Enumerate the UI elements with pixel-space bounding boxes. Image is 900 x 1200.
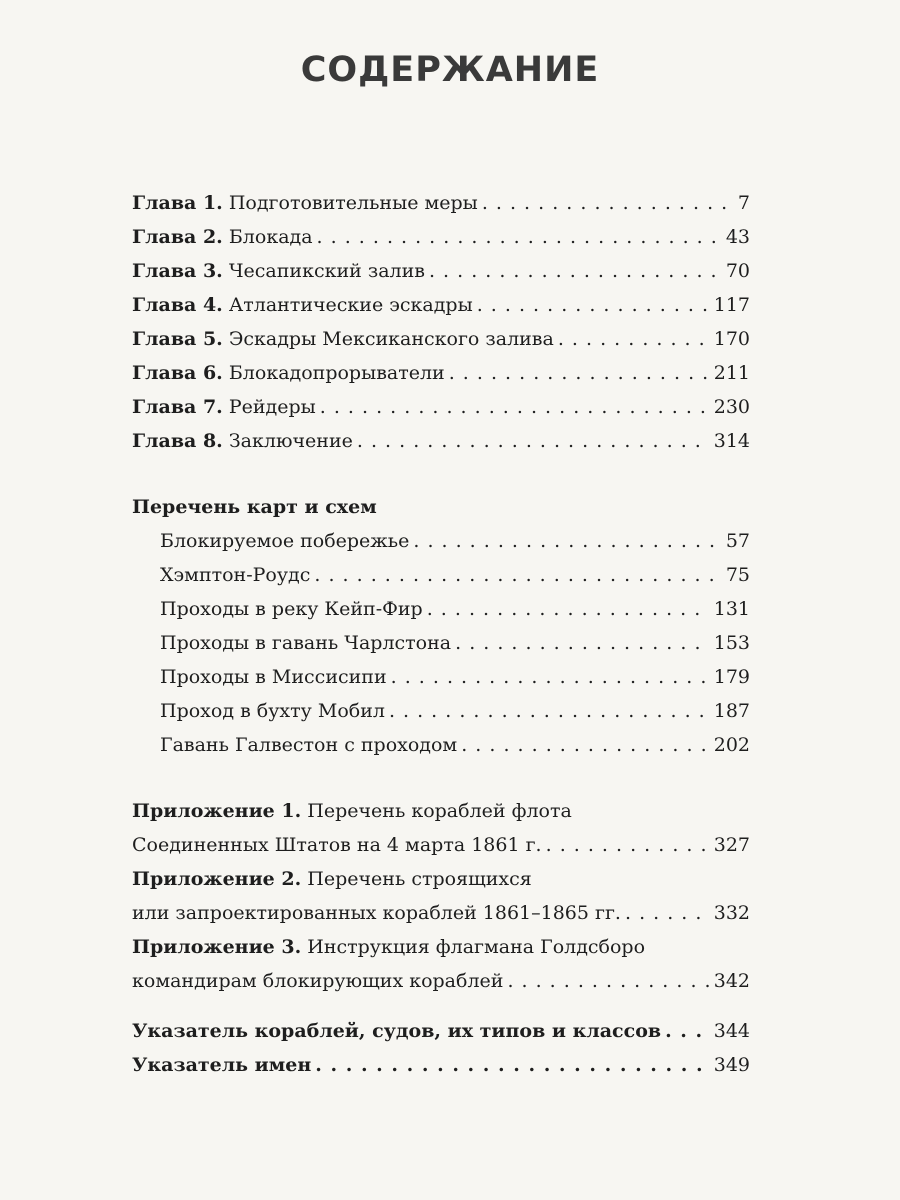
page-number: 7 bbox=[737, 192, 750, 214]
dot-leader bbox=[665, 1014, 710, 1048]
toc-chapter-2 bbox=[132, 220, 750, 254]
page-number: 344 bbox=[713, 1020, 750, 1042]
appendix-title-line1: Перечень строящихся bbox=[307, 868, 532, 890]
toc-chapter-6 bbox=[132, 356, 750, 390]
dot-leader bbox=[314, 558, 721, 592]
dot-leader bbox=[546, 828, 710, 862]
dot-leader bbox=[389, 694, 710, 728]
toc-map-item bbox=[132, 660, 750, 694]
toc-map-item bbox=[132, 592, 750, 626]
chapter-title: Блокада bbox=[228, 226, 313, 248]
chapter-title: Рейдеры bbox=[228, 396, 316, 418]
page-number: 57 bbox=[725, 530, 750, 552]
dot-leader bbox=[357, 424, 710, 458]
chapter-number: Глава 3. bbox=[132, 260, 223, 282]
toc-map-item bbox=[132, 694, 750, 728]
appendix-title-line2: или запроектированных кораблей 1861–1865 гг. bbox=[132, 902, 621, 924]
dot-leader bbox=[482, 186, 734, 220]
spacer bbox=[132, 458, 750, 490]
page-number: 153 bbox=[713, 632, 750, 654]
map-title: Проходы в реку Кейп-Фир bbox=[160, 598, 423, 620]
page-number: 43 bbox=[725, 226, 750, 248]
page-number: 75 bbox=[725, 564, 750, 586]
page-number: 349 bbox=[713, 1054, 750, 1076]
page-number: 327 bbox=[713, 834, 750, 856]
appendix-number: Приложение 1. bbox=[132, 800, 302, 822]
chapter-number: Глава 1. bbox=[132, 192, 223, 214]
chapter-number: Глава 7. bbox=[132, 396, 223, 418]
toc-index-names bbox=[132, 1048, 750, 1082]
index-title: Указатель имен bbox=[132, 1054, 312, 1076]
appendix-title-line1: Перечень кораблей флота bbox=[307, 800, 572, 822]
dot-leader bbox=[449, 356, 710, 390]
chapter-title: Подготовительные меры bbox=[228, 192, 478, 214]
page-number: 117 bbox=[713, 294, 750, 316]
appendix-title-line1: Инструкция флагмана Голдсборо bbox=[307, 936, 646, 958]
toc-index-ships bbox=[132, 1014, 750, 1048]
toc-map-item bbox=[132, 524, 750, 558]
dot-leader bbox=[429, 254, 722, 288]
map-title: Гавань Галвестон с проходом bbox=[160, 734, 458, 756]
dot-leader bbox=[625, 896, 710, 930]
dot-leader bbox=[320, 390, 710, 424]
appendix-title-line2: командирам блокирующих кораблей bbox=[132, 970, 504, 992]
map-title: Проходы в гавань Чарлстона bbox=[160, 632, 452, 654]
chapter-number: Глава 5. bbox=[132, 328, 223, 350]
chapter-title: Чесапикский залив bbox=[228, 260, 425, 282]
chapter-title: Блокадопрорыватели bbox=[228, 362, 445, 384]
dot-leader bbox=[413, 524, 721, 558]
appendix-number: Приложение 3. bbox=[132, 936, 302, 958]
index-title: Указатель кораблей, судов, их типов и классов bbox=[132, 1020, 662, 1042]
page-number: 211 bbox=[713, 362, 750, 384]
page-number: 342 bbox=[713, 970, 750, 992]
toc-chapter-5 bbox=[132, 322, 750, 356]
map-title: Проход в бухту Мобил bbox=[160, 700, 385, 722]
page-number: 332 bbox=[713, 902, 750, 924]
toc-map-item bbox=[132, 558, 750, 592]
toc-chapter-7 bbox=[132, 390, 750, 424]
chapter-number: Глава 4. bbox=[132, 294, 223, 316]
toc-map-item bbox=[132, 728, 750, 762]
chapter-title: Заключение bbox=[228, 430, 353, 452]
spacer bbox=[132, 998, 750, 1014]
dot-leader bbox=[427, 592, 710, 626]
page-number: 202 bbox=[713, 734, 750, 756]
appendix-number: Приложение 2. bbox=[132, 868, 302, 890]
dot-leader bbox=[315, 1048, 709, 1082]
table-of-contents bbox=[132, 186, 750, 1082]
page-number: 314 bbox=[713, 430, 750, 452]
toc-appendix-3 bbox=[132, 930, 750, 998]
page-number: 70 bbox=[725, 260, 750, 282]
map-title: Блокируемое побережье bbox=[160, 530, 410, 552]
chapter-number: Глава 8. bbox=[132, 430, 223, 452]
dot-leader bbox=[455, 626, 710, 660]
page-number: 179 bbox=[713, 666, 750, 688]
map-title: Проходы в Миссисипи bbox=[160, 666, 387, 688]
dot-leader bbox=[558, 322, 710, 356]
page-title: СОДЕРЖАНИЕ bbox=[300, 50, 600, 90]
toc-chapter-3 bbox=[132, 254, 750, 288]
dot-leader bbox=[507, 964, 709, 998]
page-number: 131 bbox=[713, 598, 750, 620]
toc-appendix-2 bbox=[132, 862, 750, 930]
toc-appendix-1 bbox=[132, 794, 750, 862]
maps-heading: Перечень карт и схем bbox=[132, 496, 377, 518]
chapter-title: Атлантические эскадры bbox=[228, 294, 473, 316]
dot-leader bbox=[461, 728, 710, 762]
map-title: Хэмптон-Роудс bbox=[160, 564, 311, 586]
chapter-title: Эскадры Мексиканского залива bbox=[228, 328, 554, 350]
dot-leader bbox=[477, 288, 710, 322]
page-number: 230 bbox=[713, 396, 750, 418]
chapter-number: Глава 6. bbox=[132, 362, 223, 384]
page-number: 187 bbox=[713, 700, 750, 722]
page-number: 170 bbox=[713, 328, 750, 350]
appendix-title-line2: Соединенных Штатов на 4 марта 1861 г. bbox=[132, 834, 542, 856]
dot-leader bbox=[317, 220, 722, 254]
chapter-number: Глава 2. bbox=[132, 226, 223, 248]
toc-chapter-1 bbox=[132, 186, 750, 220]
toc-map-item bbox=[132, 626, 750, 660]
toc-chapter-8 bbox=[132, 424, 750, 458]
spacer bbox=[132, 762, 750, 794]
toc-chapter-4 bbox=[132, 288, 750, 322]
dot-leader bbox=[391, 660, 710, 694]
